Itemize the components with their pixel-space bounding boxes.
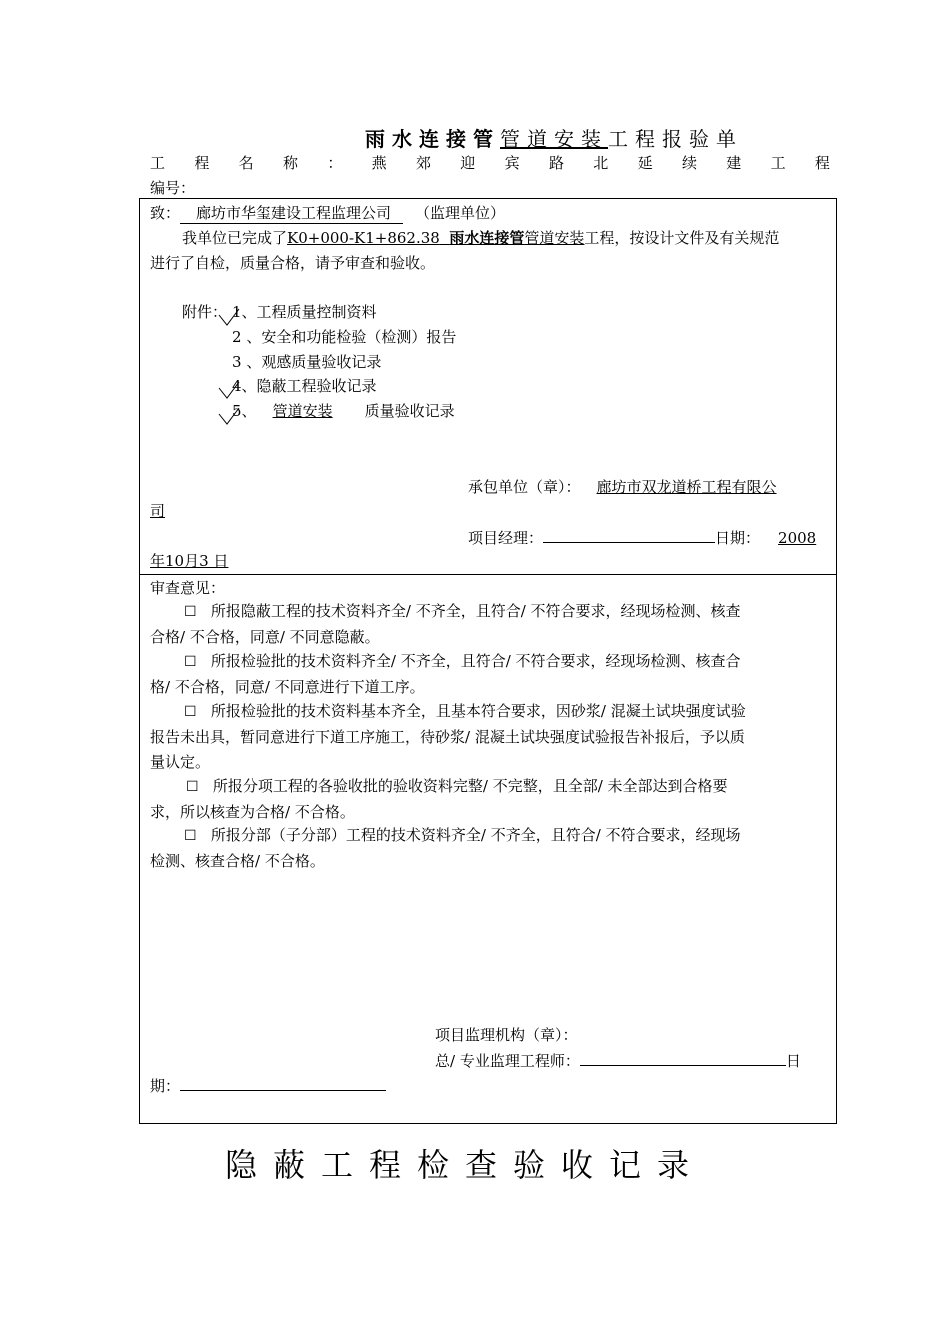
date-label: 日期： <box>715 529 761 547</box>
project-name-char: 名 <box>238 154 254 172</box>
attachment-3 <box>232 352 381 372</box>
review-date-char-1: 日 <box>785 1052 801 1070</box>
review-date-line <box>150 1074 386 1096</box>
attachment-1-num: 1 <box>232 303 242 321</box>
option-3-line-1: 所报检验批的技术资料基本齐全，且基本符合要求，因砂浆/ 混凝土试块强度试验 <box>210 702 746 720</box>
attachment-4 <box>232 376 377 396</box>
date-rest-line <box>150 551 450 571</box>
project-name-char: 燕 <box>371 154 387 172</box>
station-range <box>287 229 584 247</box>
option-4-line-2: 求，所以核查为合格/ 不合格。 <box>150 803 355 821</box>
to-label: 致： <box>150 204 181 222</box>
checkbox-icon[interactable]: ☐ <box>186 779 199 795</box>
pm-signature-field <box>543 526 715 543</box>
attachment-4-num: 4 <box>232 377 242 395</box>
project-name-char: 工 <box>770 154 786 172</box>
review-date-char-2: 期： <box>150 1077 181 1095</box>
project-name-char: 路 <box>548 154 564 172</box>
supervision-org-label: 项目监理机构（章）： <box>435 1026 578 1044</box>
pm-label: 项目经理： <box>468 529 544 547</box>
review-heading: 审查意见： <box>150 579 226 597</box>
work-name-bold: 雨水连接管 <box>449 229 525 247</box>
line1-suffix: 工程，按设计文件及有关规范 <box>584 229 780 247</box>
project-manager-line <box>468 526 816 548</box>
option-5-line-1: 所报分部（子分部）工程的技术资料齐全/ 不齐全，且符合/ 不符合要求，经现场 <box>210 826 741 844</box>
supervisor-company <box>180 203 403 224</box>
attachment-5-suffix: 质量验收记录 <box>364 402 455 420</box>
checkbox-icon[interactable]: ☐ <box>184 704 197 720</box>
review-date-field <box>180 1074 386 1091</box>
title-part-rest: 工程报验单 <box>608 127 743 151</box>
project-name-char: 延 <box>637 154 653 172</box>
station-range-text: K0+000-K1+862.38 <box>287 229 440 247</box>
project-name-row <box>150 152 830 173</box>
review-option-1 <box>150 599 741 650</box>
title-part-underlined: 管道安装 <box>500 127 608 151</box>
option-4-line-1: 所报分项工程的各验收批的验收资料完整/ 不完整，且全部/ 未全部达到合格要 <box>212 777 728 795</box>
attachment-5-item <box>257 402 365 420</box>
completion-line-1 <box>182 228 779 248</box>
attachments-label: 附件： <box>182 303 228 321</box>
contractor-label: 承包单位（章）： <box>468 478 581 496</box>
attachment-2-text: 、安全和功能检验（检测）报告 <box>241 328 457 346</box>
option-5-line-2: 检测、核查合格/ 不合格。 <box>150 852 325 870</box>
project-name-char: ： <box>327 154 343 172</box>
project-name-char: 郊 <box>415 154 431 172</box>
review-option-5 <box>150 823 741 874</box>
checkbox-icon[interactable]: ☐ <box>184 654 197 670</box>
project-name-char: 北 <box>593 154 609 172</box>
engineer-signature-field <box>580 1049 786 1066</box>
date-year: 2008 <box>778 529 817 547</box>
review-option-2 <box>150 649 741 700</box>
option-2-line-2: 格/ 不合格，同意/ 不同意进行下道工序。 <box>150 678 425 696</box>
project-name-char: 程 <box>814 154 830 172</box>
attachment-3-num: 3 <box>232 353 242 371</box>
form-frame <box>139 198 837 1124</box>
engineer-line <box>435 1049 801 1071</box>
check-mark-icon <box>218 380 240 400</box>
section-divider <box>140 574 836 575</box>
completion-line-2: 进行了自检，质量合格，请予审查和验收。 <box>150 254 436 272</box>
check-mark-icon <box>218 307 240 327</box>
review-option-3 <box>150 699 746 775</box>
line1-prefix: 我单位已完成了 <box>182 229 288 247</box>
project-name-char: 程 <box>194 154 210 172</box>
project-name-char: 工 <box>150 154 166 172</box>
supervisor-suffix: （监理单位） <box>415 204 506 222</box>
option-3-line-3: 量认定。 <box>150 753 211 771</box>
review-option-4 <box>150 774 728 825</box>
attachment-5-item-text: 管道安装 <box>272 402 333 420</box>
project-name-char: 迎 <box>460 154 476 172</box>
to-line <box>150 203 505 224</box>
check-mark-icon <box>218 406 240 426</box>
attachment-5-text: 、 <box>241 402 257 420</box>
form-title <box>365 123 743 152</box>
attachment-3-text: 、观感质量验收记录 <box>241 353 382 371</box>
contractor-name: 廊坊市双龙道桥工程有限公 <box>596 478 777 496</box>
option-2-line-1: 所报检验批的技术资料齐全/ 不齐全，且符合/ 不符合要求，经现场检测、核查合 <box>210 652 741 670</box>
contractor-line <box>468 477 777 497</box>
option-1-line-1: 所报隐蔽工程的技术资料齐全/ 不齐全，且符合/ 不符合要求，经现场检测、核查 <box>210 602 741 620</box>
attachment-1 <box>232 302 377 322</box>
attachment-4-text: 、隐蔽工程验收记录 <box>241 377 377 395</box>
project-name-char: 宾 <box>504 154 520 172</box>
project-name-char: 称 <box>282 154 298 172</box>
project-name-char: 建 <box>726 154 742 172</box>
checkbox-icon[interactable]: ☐ <box>184 828 197 844</box>
attachment-2-num: 2 <box>232 328 242 346</box>
title-part-bold: 雨水连接管 <box>365 127 500 151</box>
attachment-5-num: 5 <box>232 402 242 420</box>
engineer-label: 总/ 专业监理工程师： <box>435 1052 580 1070</box>
attachment-1-text: 、工程质量控制资料 <box>241 303 377 321</box>
supervisor-company-text: 廊坊市华玺建设工程监理公司 <box>196 204 392 222</box>
code-label: 编号： <box>150 179 196 197</box>
option-1-line-2: 合格/ 不合格，同意/ 不同意隐蔽。 <box>150 628 380 646</box>
attachment-2 <box>232 327 456 347</box>
work-name-rest: 管道安装 <box>524 229 585 247</box>
project-name-char: 续 <box>681 154 697 172</box>
date-rest: 年10月3 日 <box>150 552 229 570</box>
option-3-line-2: 报告未出具，暂同意进行下道工序施工，待砂浆/ 混凝土试块强度试验报告补报后，予以质 <box>150 728 745 746</box>
next-section-title: 隐蔽工程检查验收记录 <box>225 1146 706 1184</box>
checkbox-icon[interactable]: ☐ <box>184 604 197 620</box>
contractor-name-wrap <box>150 501 185 521</box>
contractor-name-tail: 司 <box>150 502 166 520</box>
attachment-5 <box>232 401 455 421</box>
